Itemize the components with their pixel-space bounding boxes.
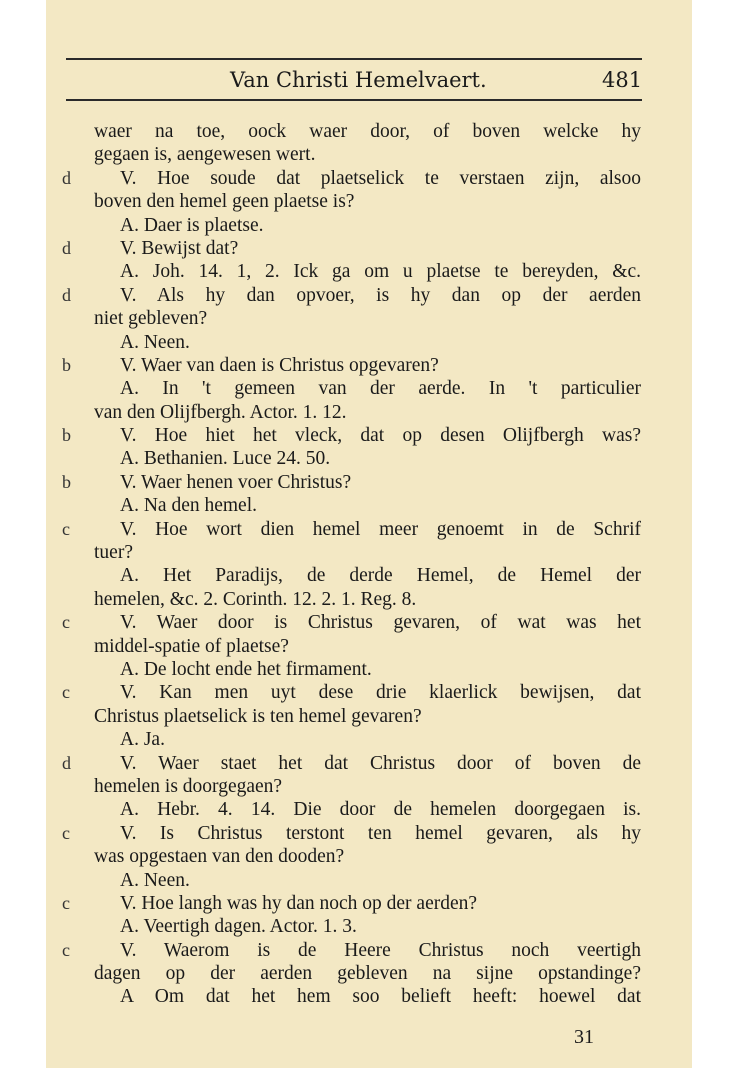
line-text: A. De locht ende het firmament. <box>120 658 372 680</box>
margin-marker: d <box>62 284 71 305</box>
line-text: V. Waer henen voer Christus? <box>120 471 352 493</box>
margin-marker: b <box>62 354 71 375</box>
margin-marker: c <box>62 822 70 843</box>
text-line <box>46 214 692 237</box>
body-text <box>46 120 692 1009</box>
text-line <box>46 284 692 307</box>
page-number: 481 <box>602 68 643 92</box>
text-line <box>46 424 692 447</box>
text-line <box>46 354 692 377</box>
margin-marker: c <box>62 518 70 539</box>
book-page <box>46 0 692 1068</box>
line-text: V. Hoe wort dien hemel meer genoemt in de Schrif <box>120 518 641 540</box>
line-text: A. Joh. 14. 1, 2. Ick ga om u plaetse te bereyden, &c. <box>120 261 641 283</box>
text-line <box>46 822 692 845</box>
text-line <box>46 143 692 166</box>
text-line <box>46 447 692 470</box>
line-text: boven den hemel geen plaetse is? <box>94 191 355 213</box>
line-text: van den Olijfbergh. Actor. 1. 12. <box>94 401 347 423</box>
running-title: Van Christi Hemelvaert. <box>230 68 487 92</box>
text-line <box>46 564 692 587</box>
margin-marker: d <box>62 237 71 258</box>
line-text: hemelen, &c. 2. Corinth. 12. 2. 1. Reg. 8. <box>94 588 417 610</box>
line-text: A. Neen. <box>120 869 190 891</box>
text-line <box>46 845 692 868</box>
line-text: tuer? <box>94 542 133 564</box>
line-text: gegaen is, aengewesen wert. <box>94 144 316 166</box>
line-text: V. Hoe langh was hy dan noch op der aerden? <box>120 892 478 914</box>
margin-marker: d <box>62 752 71 773</box>
text-line <box>46 752 692 775</box>
line-text: V. Hoe hiet het vleck, dat op desen Olijfbergh was? <box>120 425 641 447</box>
header-rule-bottom <box>66 99 642 101</box>
line-text: Christus plaetselick is ten hemel gevaren? <box>94 705 422 727</box>
margin-marker: b <box>62 471 71 492</box>
margin-marker: c <box>62 939 70 960</box>
line-text: A Om dat het hem soo belieft heeft: hoewel dat <box>120 986 641 1008</box>
margin-marker: c <box>62 612 70 633</box>
margin-marker: d <box>62 167 71 188</box>
text-line <box>46 518 692 541</box>
line-text: middel-spatie of plaetse? <box>94 635 289 657</box>
line-text: A. Daer is plaetse. <box>120 214 264 236</box>
text-line <box>46 190 692 213</box>
line-text: was opgestaen van den dooden? <box>94 846 345 868</box>
line-text: A. Bethanien. Luce 24. 50. <box>120 448 331 470</box>
line-text: V. Is Christus terstont ten hemel gevaren, als hy <box>120 822 641 844</box>
margin-marker: c <box>62 682 70 703</box>
line-text: A. Na den hemel. <box>120 495 257 517</box>
line-text: V. Waer staet het dat Christus door of boven de <box>120 752 641 774</box>
text-line <box>46 892 692 915</box>
text-line <box>46 635 692 658</box>
text-line <box>46 260 692 283</box>
line-text: V. Waer door is Christus gevaren, of wat was het <box>120 612 641 634</box>
line-text: A. In 't gemeen van der aerde. In 't particulier <box>120 378 641 400</box>
text-line <box>46 939 692 962</box>
text-line <box>46 658 692 681</box>
text-line <box>46 377 692 400</box>
line-text: A. Hebr. 4. 14. Die door de hemelen doorgegaen is. <box>120 799 641 821</box>
text-line <box>46 471 692 494</box>
text-line <box>46 401 692 424</box>
text-line <box>46 541 692 564</box>
text-line <box>46 588 692 611</box>
text-line <box>46 869 692 892</box>
text-line <box>46 307 692 330</box>
line-text: A. Neen. <box>120 331 190 353</box>
text-line <box>46 681 692 704</box>
text-line <box>46 705 692 728</box>
line-text: A. Veertigh dagen. Actor. 1. 3. <box>120 916 357 938</box>
text-line <box>46 728 692 751</box>
signature-number: 31 <box>574 1026 594 1048</box>
line-text: A. Ja. <box>120 729 165 751</box>
line-text: dagen op der aerden gebleven na sijne opstandinge? <box>94 963 641 985</box>
text-line <box>46 331 692 354</box>
text-line <box>46 962 692 985</box>
line-text: hemelen is doorgegaen? <box>94 775 283 797</box>
text-line <box>46 915 692 938</box>
margin-marker: c <box>62 892 70 913</box>
line-text: A. Het Paradijs, de derde Hemel, de Hemel der <box>120 565 641 587</box>
line-text: V. Waer van daen is Christus opgevaren? <box>120 354 439 376</box>
line-text: niet gebleven? <box>94 308 208 330</box>
text-line <box>46 611 692 634</box>
line-text: V. Kan men uyt dese drie klaerlick bewijsen, dat <box>120 682 641 704</box>
line-text: waer na toe, oock waer door, of boven welcke hy <box>94 121 641 142</box>
margin-marker: b <box>62 425 71 446</box>
line-text: V. Waerom is de Heere Christus noch veertigh <box>120 939 641 961</box>
line-text: V. Hoe soude dat plaetselick te verstaen zijn, alsoo <box>120 167 641 189</box>
header-rule-top <box>66 58 642 60</box>
text-line <box>46 167 692 190</box>
text-line <box>46 798 692 821</box>
text-line <box>46 120 692 143</box>
text-line <box>46 775 692 798</box>
text-line <box>46 494 692 517</box>
text-line <box>46 985 692 1008</box>
line-text: V. Bewijst dat? <box>120 237 239 259</box>
line-text: V. Als hy dan opvoer, is hy dan op der aerden <box>120 284 641 306</box>
text-line <box>46 237 692 260</box>
